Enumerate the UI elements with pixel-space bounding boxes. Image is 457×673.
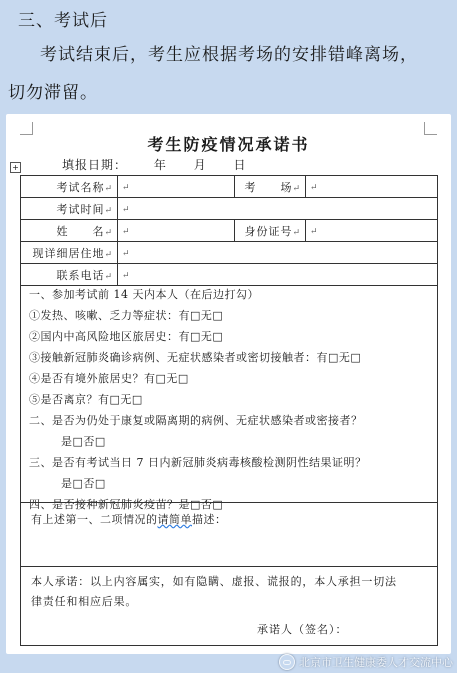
description-section [20, 502, 438, 567]
address-label: 现详细居住地↵ [21, 242, 118, 264]
phone-label: 联系电话↵ [21, 264, 118, 286]
form-title: 考生防疫情况承诺书 [147, 135, 310, 154]
source-watermark [279, 654, 453, 670]
exam-room-cell: ↵ [306, 176, 438, 198]
spellcheck-underline: 请简单 [157, 513, 192, 526]
questions-section [20, 280, 438, 511]
description-prompt: 有上述第一、二项情况的请简单描述： [31, 513, 227, 526]
table-row [21, 176, 438, 198]
question-1-item-3: ③接触新冠肺炎确诊病例、无症状感染者或密切接触者：有□无□ [29, 351, 362, 364]
table-row [21, 198, 438, 220]
promise-line-1: 本人承诺：以上内容属实，如有隐瞒、虚报、谎报的，本人承担一切法 [31, 575, 397, 588]
exam-time-label: 考试时间↵ [21, 198, 118, 220]
exam-room-label: 考 场↵ [235, 176, 306, 198]
date-label: 填报日期： [62, 158, 128, 172]
signature-label: 承诺人（签名）： [257, 623, 348, 636]
question-1-item-2: ②国内中高风险地区旅居史：有□无□ [29, 330, 224, 343]
exam-name-label: 考试名称↵ [21, 176, 118, 198]
fill-date-line [62, 156, 269, 173]
info-table [20, 175, 438, 286]
promise-line-2: 律责任和相应后果。 [31, 595, 138, 608]
question-1-item-5: ⑤是否离京？有□无□ [29, 393, 143, 406]
section-heading: 三、考试后 [18, 11, 108, 31]
question-2-answer: 是□否□ [61, 435, 106, 448]
id-number-cell: ↵ [306, 220, 438, 242]
paragraph-line-1: 考试结束后，考生应根据考场的安排错峰离场， [40, 45, 418, 65]
name-cell: ↵ [118, 220, 235, 242]
form-document [6, 114, 451, 654]
phone-cell: ↵ [118, 264, 438, 286]
table-row [21, 220, 438, 242]
watermark-text: 北京市卫生健康委人才交流中心 [299, 656, 453, 669]
promise-section [20, 565, 438, 646]
id-number-label: 身份证号↵ [235, 220, 306, 242]
name-label: 姓 名↵ [21, 220, 118, 242]
question-3-answer: 是□否□ [61, 477, 106, 490]
table-move-handle-icon: + [10, 162, 21, 173]
exam-name-cell: ↵ [118, 176, 235, 198]
question-1-item-4: ④是否有境外旅居史？有□无□ [29, 372, 189, 385]
question-4: 四、是否接种新冠肺炎疫苗？是□否□ [29, 498, 224, 511]
table-row [21, 242, 438, 264]
question-1-intro: 一、参加考试前 14 天内本人（在后边打勾） [29, 288, 259, 301]
exam-time-cell: ↵ [118, 198, 438, 220]
question-1-item-1: ①发热、咳嗽、乏力等症状：有□无□ [29, 309, 224, 322]
question-2: 二、是否为仍处于康复或隔离期的病例、无症状感染者或密接者？ [29, 414, 363, 427]
address-cell: ↵ [118, 242, 438, 264]
paragraph-line-2: 切勿滞留。 [8, 83, 98, 103]
date-day: 日 [233, 158, 247, 172]
wechat-icon [279, 654, 295, 670]
question-3: 三、是否有考试当日 7 日内新冠肺炎病毒核酸检测阴性结果证明？ [29, 456, 367, 469]
date-year: 年 [153, 158, 167, 172]
date-month: 月 [193, 158, 207, 172]
